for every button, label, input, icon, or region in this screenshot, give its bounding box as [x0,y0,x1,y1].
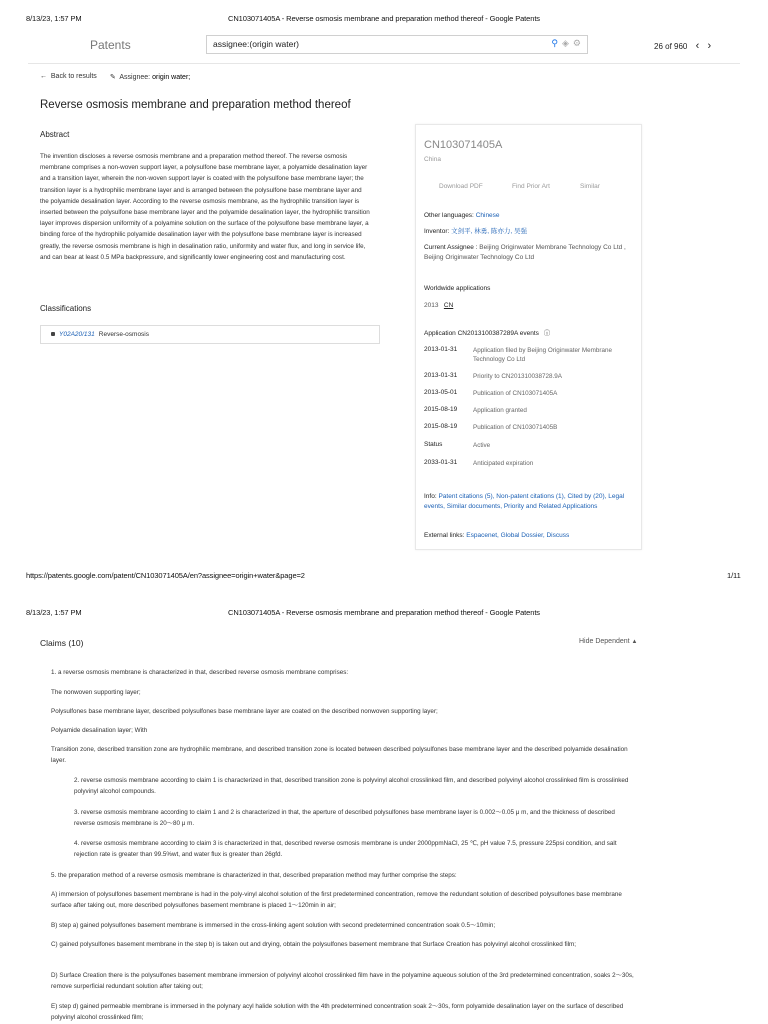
classification-code[interactable]: Y02A20/131 [59,331,95,338]
event-desc: Application filed by Beijing Originwater Membrane Technology Co Ltd [473,347,612,363]
event-date: 2013-05-01 [424,389,458,396]
print-datetime: 8/13/23, 1:57 PM [26,14,82,23]
event-desc: Publication of CN103071405B [473,424,558,431]
print-footer-page: 1/11 [727,571,741,580]
event-desc: Publication of CN103071405A [473,390,558,397]
event-date: 2015-08-19 [424,406,458,413]
print-footer-url: https://patents.google.com/patent/CN103071405A/en?assignee=origin+water&page=2 [26,571,305,580]
header-divider [28,63,740,64]
inventor [424,227,634,237]
info-icon[interactable]: ⓘ [543,330,551,337]
assignee-filter[interactable] [110,73,190,81]
country: China [424,156,441,163]
back-label: Back to results [50,73,97,80]
other-languages [424,211,500,221]
chevron-up-icon: ▲ [631,639,638,645]
print-datetime-2: 8/13/23, 1:57 PM [26,608,82,617]
hide-dependent-toggle[interactable] [579,638,638,645]
claim-item: 4. reverse osmosis membrane according to claim 3 is characterized in that, described reverse osmosis membrane is under 2000ppmNaCl, 25 ℃, pH value 7.5, pressure 225psi condition, and salt rejection rate is greater than 99.5%wt, and water flux is greater than 26gfd. [74,840,617,858]
status-value: Active [473,442,491,449]
chevron-left-icon[interactable]: ‹ [695,40,700,52]
worldwide-applications-heading: Worldwide applications [424,285,491,292]
external-links-label: External links: [424,532,465,539]
patents-logo[interactable]: Patents [90,38,131,52]
patent-info-card [415,124,642,550]
find-prior-art-button[interactable]: Find Prior Art [512,183,550,190]
worldwide-country-link[interactable]: CN [443,302,454,309]
status-label: Status [424,441,443,448]
event-desc: Priority to CN201310038728.9A [473,373,562,380]
chevron-right-icon[interactable]: › [707,40,712,52]
similar-button[interactable]: Similar [580,183,600,190]
event-date: 2015-08-19 [424,423,458,430]
current-assignee [424,243,636,263]
claim-item: Polyamide desalination layer; With [51,727,148,734]
claim-item: 2. reverse osmosis membrane according to claim 1 is characterized in that, described transition zone is polyvinyl alcohol crosslinked film, and described polyvinyl alcohol crosslinked film is crosslinked polyvinyl alcohol compounds. [74,777,629,795]
assignee-label: Current Assignee : [424,244,478,251]
abstract-heading: Abstract [40,130,70,139]
inventor-label: Inventor: [424,228,450,235]
classifications-heading: Classifications [40,304,92,313]
bullet-icon [51,332,55,336]
events-heading [424,328,550,337]
other-languages-link[interactable]: Chinese [475,212,500,219]
search-tools [547,38,581,49]
search-box[interactable] [206,35,588,54]
page-title: Reverse osmosis membrane and preparation method thereof [40,99,351,111]
hide-dependent-label: Hide Dependent [579,638,630,645]
print-doc-title-text-2: CN103071405A - Reverse osmosis membrane and preparation method thereof - Google Patents [228,608,540,617]
result-pager [654,40,711,52]
event-date: 2013-01-31 [424,346,458,353]
graduation-cap-icon[interactable]: ◈ [562,38,569,48]
arrow-back-icon: ← [40,73,47,80]
claims-heading: Claims (10) [40,638,84,648]
event-date: 2033-01-31 [424,459,458,466]
worldwide-applications [424,301,453,311]
print-doc-title-text: CN103071405A - Reverse osmosis membrane and preparation method thereof - Google Patents [228,14,540,23]
event-desc: Application granted [473,407,527,414]
claim-item: The nonwoven supporting layer; [51,689,141,696]
lightbulb-icon[interactable]: ⚲ [551,38,558,48]
inventor-links[interactable]: 文剑平, 林勇, 陈亦力, 吴强 [451,228,527,235]
abstract-text: The invention discloses a reverse osmosis membrane and a preparation method thereof. The reverse osmosis membrane comprises a non-woven support layer, a polysulfone base membrane layer, a polyamide desalination layer and a transition layer, wherein the non-woven support layer is coated with the polysulfone base membrane layer; the transition layer is a hydrophilic membrane layer and is arranged between the polysulfone base membrane layer and the polyamide desalination layer. According to the reverse osmosis membrane, as the hydrophilic transition layer is inserted between the polysulfone base membrane layer and the polyamide desalination layer, the hydrophilic transition layer improves dispersion uniformity of a polyamine solution on the surface of the polysulfone base membrane layer, a binding force of the hydrophilic polyamide desalination layer with the polysulfone base membrane layer is increased greatly, the reverse osmosis membrane is high in desalination ratio, uniformity and water flux, and long in service life, and can bear at least 0.5 MPa backpressure, and significantly lower engineering cost and manufacturing cost. [40,153,370,261]
claim-item: C) gained polysulfones basement membrane in the step b) is taken out and drying, obtain the polysulfones basement membrane that Surface Creation has polyvinyl alcohol crosslinked film; [51,941,577,948]
pencil-icon: ✎ [110,74,116,81]
claim-item: B) step a) gained polysulfones basement membrane is immersed in the cross-linking agent solution with second predetermined concentration soak 0.5～10min; [51,922,496,929]
claim-item: 3. reverse osmosis membrane according to claim 1 and 2 is characterized in that, the aperture of described polysulfones base membrane layer is 0.002～0.05 μ m, and the thickness of described reverse osmosis membrane is 20～80 μ m. [74,809,615,827]
back-to-results-link[interactable] [40,73,97,80]
assignee-prefix: Assignee: [119,74,151,81]
download-pdf-button[interactable]: Download PDF [439,183,483,190]
events-heading-text: Application CN2013100387289A events [424,330,539,337]
settings-icon[interactable]: ⚙ [572,38,581,48]
claim-item: 5. the preparation method of a reverse osmosis membrane is characterized in that, described preparation method may further comprise the steps: [51,872,457,879]
event-desc: Anticipated expiration [473,460,534,467]
info-links [424,492,638,512]
claim-item: 1. a reverse osmosis membrane is characterized in that, described reverse osmosis membrane comprises: [51,669,349,676]
event-date: 2013-01-31 [424,372,458,379]
claim-item: D) Surface Creation there is the polysulfones basement membrane immersion of polyvinyl alcohol crosslinked film have in the polyamine aqueous solution of the 3rd predetermined concentration, soaks 2～30s, remove surperficial redundant solution after taking out; [51,972,634,990]
other-languages-label: Other languages: [424,212,474,219]
external-link-list[interactable]: Espacenet, Global Dossier, Discuss [466,532,570,539]
assignee-value: origin water; [152,74,191,81]
claim-item: A) immersion of polysulfones basement membrane is had in the poly-vinyl alcohol solution of the first predetermined concentration, remove the redundant solution of described polysulfones base membrane surface after taking out, more described polysulfones basement membrane is placed 1～120min in air; [51,891,622,909]
classification-label: Reverse-osmosis [98,331,150,338]
claim-item: E) step d) gained permeable membrane is immersed in the polynary acyl halide solution with the 4th predetermined concentration soak 2～30s, form polyamide desalination layer on the surface of described polyvinyl alcohol crosslinked film; [51,1003,624,1021]
external-links [424,531,638,541]
publication-number: CN103071405A [424,139,503,151]
result-counter: 26 of 960 [654,42,688,51]
info-label: Info: [424,493,437,500]
claim-item: Polysulfones base membrane layer, described polysulfones base membrane layer are coated on the described nonwoven supporting layer; [51,708,438,715]
search-input[interactable] [213,39,533,49]
info-link-list[interactable]: Patent citations (5), Non-patent citations (1), Cited by (20), Legal events, Similar documents, Priority and Related Applications [424,493,625,510]
assignee-text: Beijing Originwater Membrane Technology Co Ltd , Beijing Originwater Technology Co Ltd [424,244,626,261]
worldwide-year: 2013 [424,302,439,309]
claim-item: Transition zone, described transition zone are hydrophilic membrane, and described transition zone is located between described polysulfones base membrane layer and the described polyamide desalination layer. [51,746,628,764]
classification-row[interactable] [40,325,380,344]
